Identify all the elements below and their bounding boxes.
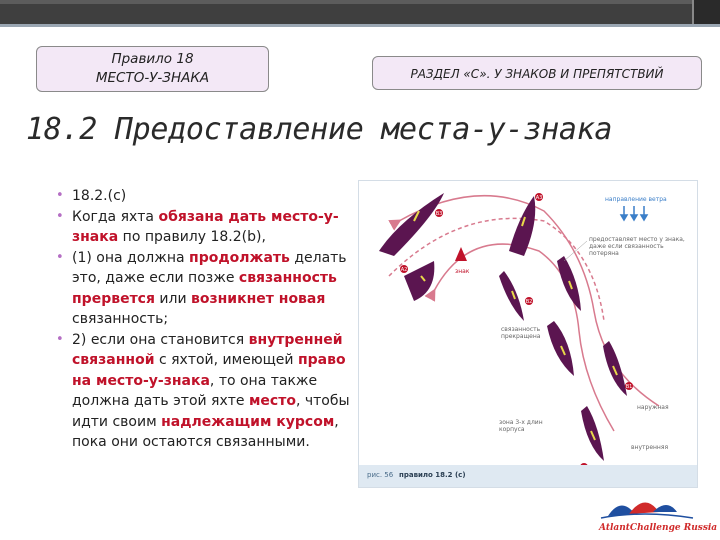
- wind-arrows-icon: [621, 206, 647, 220]
- bullet-4-text: 2) если она становится: [72, 331, 249, 348]
- mark-label: знак: [455, 268, 470, 275]
- top-bar-corner: [692, 0, 720, 24]
- bullet-3-highlight-2: связанность прервется: [72, 270, 337, 307]
- caption-number: рис. 56: [367, 471, 394, 479]
- boat-b2: [499, 271, 524, 321]
- boat-label-b1: B1: [625, 384, 633, 390]
- rule-line-1: Правило 18: [111, 51, 194, 67]
- wind-label: направление ветра: [605, 196, 667, 203]
- bullet-4-text-4: , чтобы идти своим: [72, 393, 350, 430]
- bullet-4-highlight-2: право на место-у-знака: [72, 352, 346, 389]
- rule-diagram: [358, 180, 698, 488]
- bullet-3: [56, 248, 352, 330]
- bullet-3-text-3: или: [154, 290, 192, 307]
- top-bar-highlight: [0, 0, 720, 4]
- bullet-3-text-4: связанность;: [72, 311, 169, 327]
- bullet-dot-icon: •: [56, 249, 64, 265]
- bullet-3-text: (1) она должна: [72, 249, 190, 266]
- boat-b1: [603, 341, 627, 396]
- bullet-4-text-2: с яхтой, имеющей: [154, 352, 298, 368]
- bullet-4: [56, 330, 352, 453]
- boat-b3: [379, 193, 444, 256]
- bullet-dot-icon: •: [56, 188, 64, 203]
- bullet-3-text-2: делать это, даже если позже: [72, 249, 347, 286]
- bullet-2-highlight: обязана дать место-у-знака: [72, 208, 339, 245]
- bullet-dot-icon: •: [56, 208, 64, 224]
- boat-a2: [404, 261, 434, 301]
- label-inside: внутренняя: [631, 444, 669, 451]
- boat-m2: [547, 321, 574, 376]
- rule-line-2: МЕСТО-У-ЗНАКА: [95, 70, 210, 86]
- bullet-3-highlight-3: возникнет новая: [191, 290, 326, 307]
- bullet-list: [56, 186, 352, 453]
- boat-a3: [509, 196, 535, 256]
- bullet-4-text-5: , пока они остаются связанными.: [72, 413, 339, 450]
- rule-box: [36, 46, 269, 92]
- bullet-2-text-end: по правилу 18.2(b),: [118, 229, 266, 245]
- note-keep-room: предоставляет место у знака, даже если связанность потеряна: [589, 236, 685, 257]
- note-leader-1: [564, 241, 587, 261]
- top-divider: [0, 24, 720, 27]
- page-title: 18.2 Предоставление места-у-знака: [26, 112, 613, 147]
- svg-text:AtlantChallenge Russia: AtlantChallenge Russia: [599, 523, 718, 533]
- bullet-3-highlight-1: продолжать: [189, 249, 290, 266]
- boat-m1: [557, 256, 581, 311]
- bullet-2-text: Когда яхта: [72, 208, 159, 225]
- bullet-4-highlight-4: надлежащим курсом: [161, 413, 335, 430]
- bullet-4-highlight-3: место: [248, 393, 296, 409]
- bullet-4-text-3: , то она также должна дать этой яхте: [72, 372, 318, 409]
- section-box: [372, 56, 702, 90]
- boat-label-b2: B2: [525, 299, 533, 305]
- zone-note: зона 3-х длин корпуса: [499, 419, 543, 433]
- bullet-1-text: 18.2.(с): [72, 188, 127, 204]
- bullet-2: [56, 207, 352, 248]
- boat-a1: [581, 406, 604, 461]
- bullet-4-highlight-1: внутренней связанной: [72, 331, 343, 368]
- boat-label-b3: B3: [435, 211, 443, 217]
- section-label: РАЗДЕЛ «С». У ЗНАКОВ И ПРЕПЯТСТВИЙ: [410, 67, 664, 81]
- atlant-challenge-logo: [593, 488, 718, 536]
- bullet-dot-icon: •: [56, 331, 64, 347]
- diagram-svg: [359, 181, 697, 487]
- boat-label-a2: A2: [400, 267, 408, 273]
- label-outside: наружная: [637, 404, 669, 411]
- note-overlap-broken: связанность прекращена: [501, 326, 541, 340]
- boat-label-a3: A3: [535, 195, 543, 201]
- bullet-1: [56, 186, 352, 207]
- caption-title: правило 18.2 (c): [399, 471, 466, 479]
